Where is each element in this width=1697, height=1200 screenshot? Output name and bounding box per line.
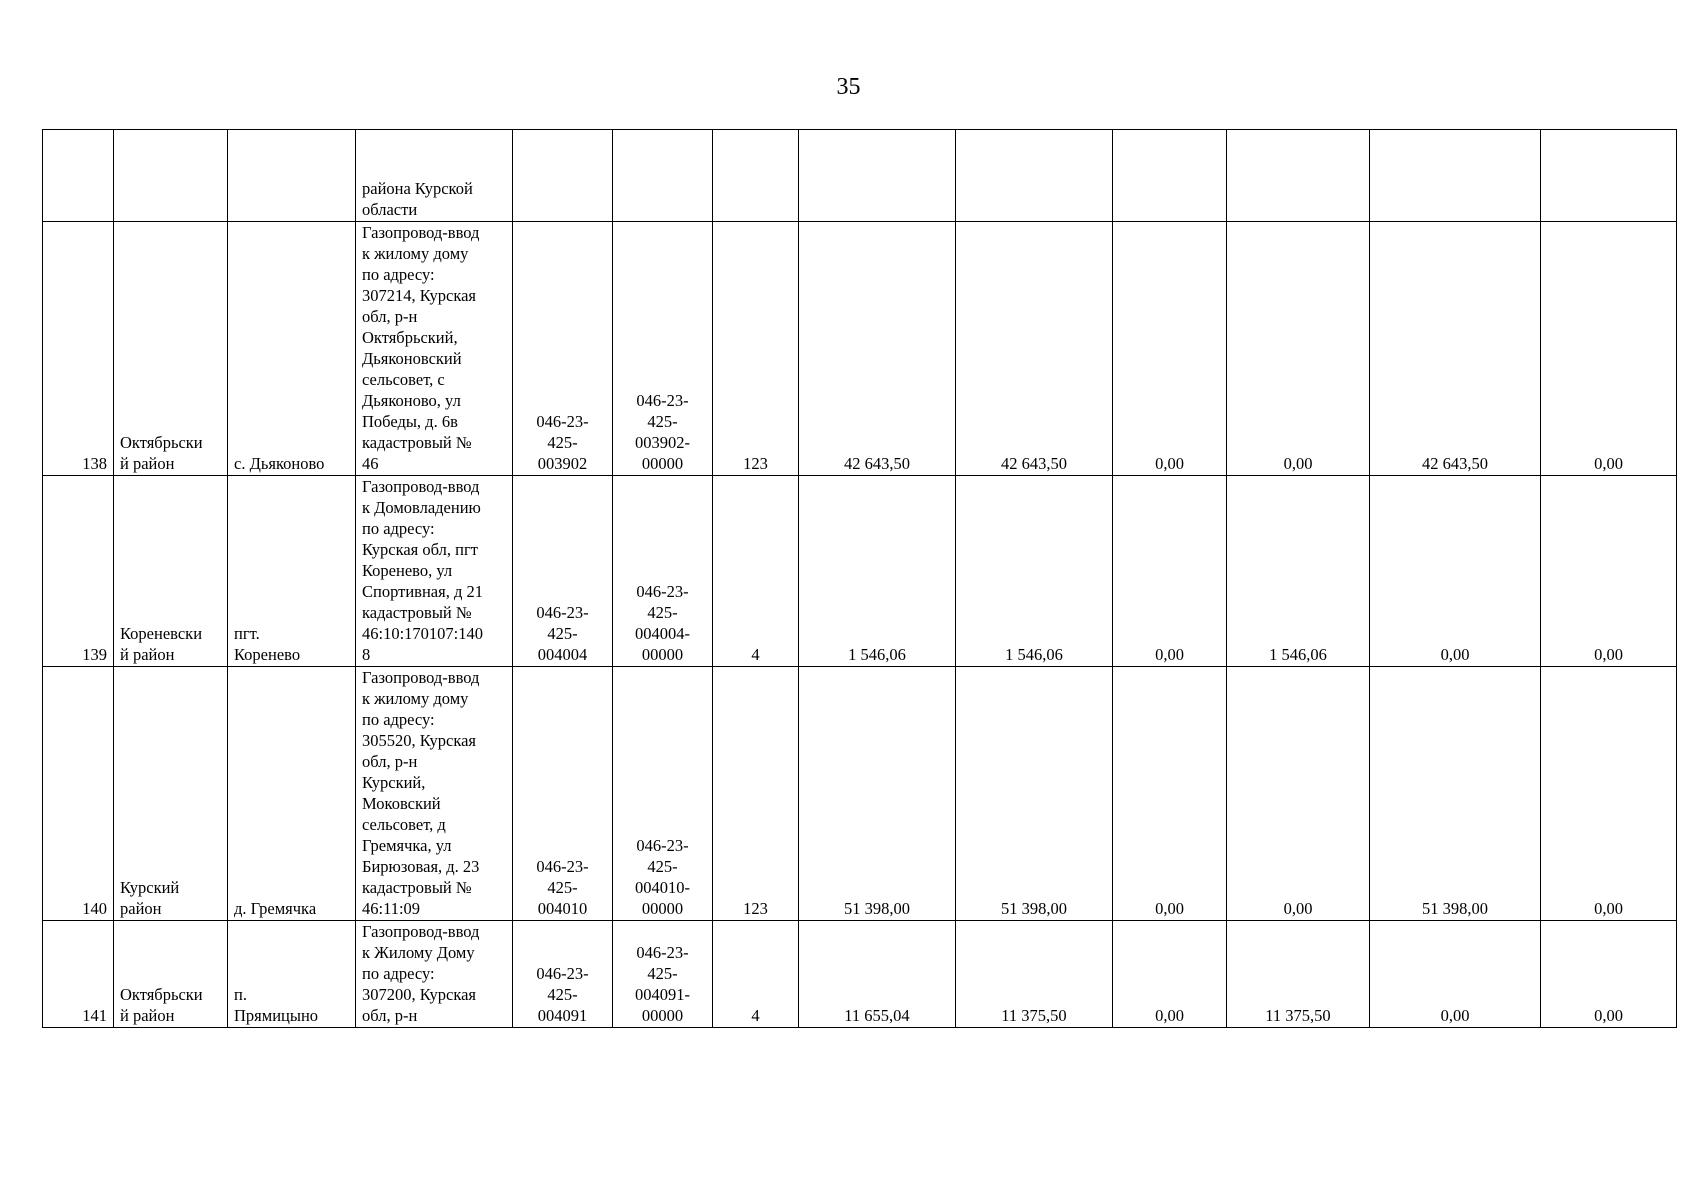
registry-table	[42, 129, 1677, 1028]
cell-description: Газопровод-ввод к Жилому Дому по адресу: 307200, Курская обл, р-н	[356, 921, 513, 1028]
cell-description: района Курской области	[356, 130, 513, 222]
cell-value-2	[956, 130, 1113, 222]
cell-value-2: 1 546,06	[956, 476, 1113, 667]
cell-value-3: 0,00	[1113, 222, 1227, 476]
table-row	[43, 476, 1677, 667]
cell-value-6: 0,00	[1541, 921, 1677, 1028]
cell-value-4: 0,00	[1227, 667, 1370, 921]
cell-code	[513, 130, 613, 222]
cell-no: 138	[43, 222, 114, 476]
cell-district: Кореневски й район	[114, 476, 228, 667]
cell-object-code: 046-23- 425- 003902- 00000	[613, 222, 713, 476]
cell-code: 046-23- 425- 004004	[513, 476, 613, 667]
cell-value-5: 42 643,50	[1370, 222, 1541, 476]
cell-value-4	[1227, 130, 1370, 222]
cell-no: 139	[43, 476, 114, 667]
cell-locality: д. Гремячка	[228, 667, 356, 921]
cell-value-2: 11 375,50	[956, 921, 1113, 1028]
table-row	[43, 222, 1677, 476]
page-number: 35	[836, 74, 861, 100]
cell-value-1: 51 398,00	[799, 667, 956, 921]
cell-value-6: 0,00	[1541, 476, 1677, 667]
cell-value-6	[1541, 130, 1677, 222]
table-row	[43, 921, 1677, 1028]
cell-value-1	[799, 130, 956, 222]
cell-value-1: 11 655,04	[799, 921, 956, 1028]
cell-quantity: 4	[713, 921, 799, 1028]
cell-value-2: 51 398,00	[956, 667, 1113, 921]
cell-value-4: 1 546,06	[1227, 476, 1370, 667]
cell-quantity: 123	[713, 667, 799, 921]
cell-quantity: 4	[713, 476, 799, 667]
cell-value-1: 42 643,50	[799, 222, 956, 476]
cell-no: 141	[43, 921, 114, 1028]
cell-object-code: 046-23- 425- 004010- 00000	[613, 667, 713, 921]
cell-district: Курский район	[114, 667, 228, 921]
cell-description: Газопровод-ввод к жилому дому по адресу: 305520, Курская обл, р-н Курский, Моковский сельсовет, д Гремячка, ул Бирюзовая, д. 23 кадастровый № 46:11:09	[356, 667, 513, 921]
cell-no: 140	[43, 667, 114, 921]
cell-value-5: 0,00	[1370, 476, 1541, 667]
cell-quantity	[713, 130, 799, 222]
cell-value-6: 0,00	[1541, 222, 1677, 476]
table-row	[43, 667, 1677, 921]
cell-object-code	[613, 130, 713, 222]
cell-code: 046-23- 425- 004091	[513, 921, 613, 1028]
cell-district	[114, 130, 228, 222]
cell-value-5	[1370, 130, 1541, 222]
cell-value-5: 0,00	[1370, 921, 1541, 1028]
cell-code: 046-23- 425- 003902	[513, 222, 613, 476]
cell-locality: с. Дьяконово	[228, 222, 356, 476]
cell-district: Октябрьски й район	[114, 921, 228, 1028]
cell-value-3	[1113, 130, 1227, 222]
cell-value-4: 0,00	[1227, 222, 1370, 476]
table-row-continuation	[43, 130, 1677, 222]
cell-description: Газопровод-ввод к Домовладению по адресу: Курская обл, пгт Коренево, ул Спортивная, д 21 кадастровый № 46:10:170107:140 8	[356, 476, 513, 667]
cell-value-2: 42 643,50	[956, 222, 1113, 476]
cell-value-4: 11 375,50	[1227, 921, 1370, 1028]
cell-code: 046-23- 425- 004010	[513, 667, 613, 921]
cell-value-3: 0,00	[1113, 667, 1227, 921]
cell-value-3: 0,00	[1113, 921, 1227, 1028]
cell-locality	[228, 130, 356, 222]
cell-object-code: 046-23- 425- 004091- 00000	[613, 921, 713, 1028]
cell-value-5: 51 398,00	[1370, 667, 1541, 921]
cell-value-3: 0,00	[1113, 476, 1227, 667]
cell-no	[43, 130, 114, 222]
cell-locality: пгт. Коренево	[228, 476, 356, 667]
cell-value-1: 1 546,06	[799, 476, 956, 667]
cell-quantity: 123	[713, 222, 799, 476]
cell-object-code: 046-23- 425- 004004- 00000	[613, 476, 713, 667]
cell-value-6: 0,00	[1541, 667, 1677, 921]
cell-district: Октябрьски й район	[114, 222, 228, 476]
cell-locality: п. Прямицыно	[228, 921, 356, 1028]
cell-description: Газопровод-ввод к жилому дому по адресу: 307214, Курская обл, р-н Октябрьский, Дьяконовский сельсовет, с Дьяконово, ул Победы, д. 6в кадастровый № 46	[356, 222, 513, 476]
